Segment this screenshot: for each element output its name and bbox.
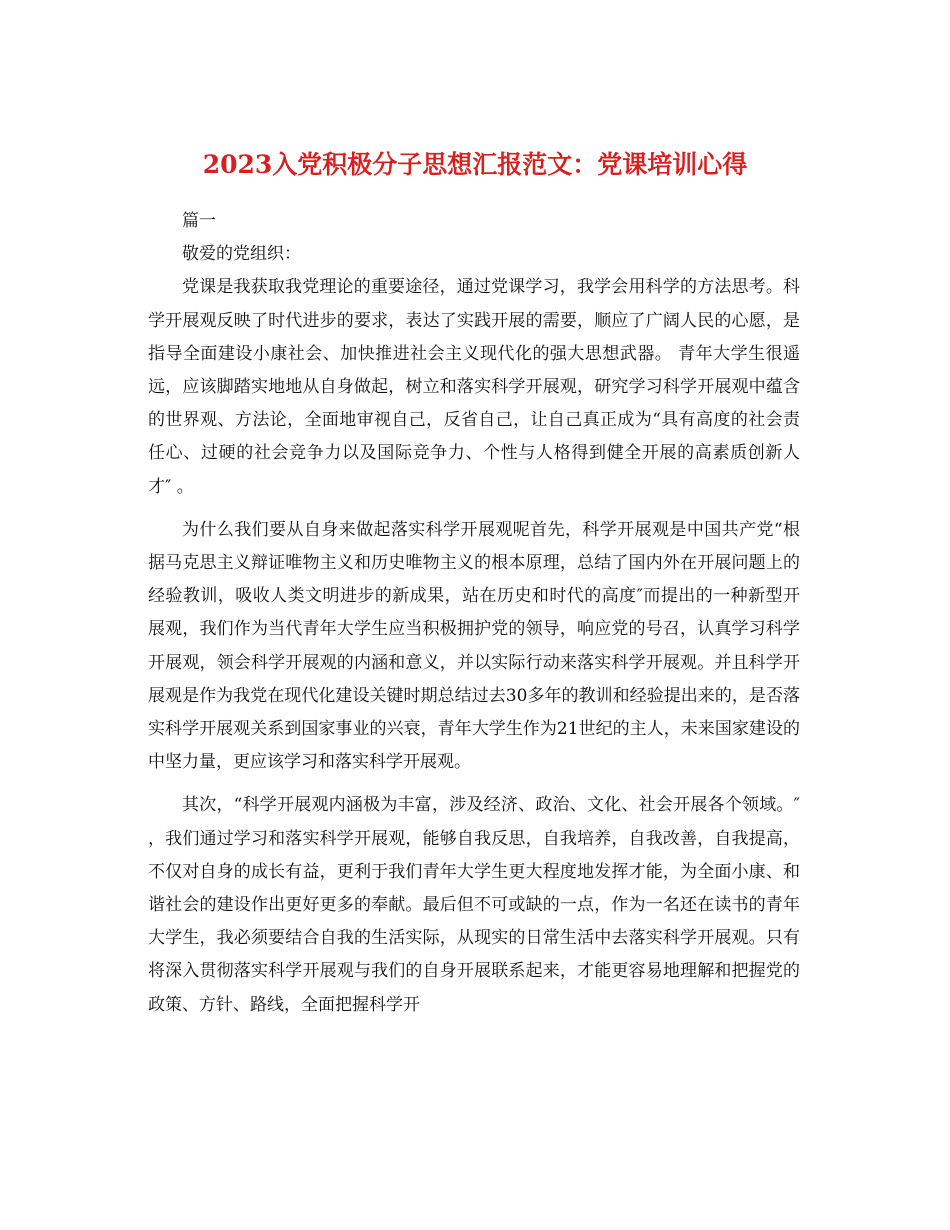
document-body [148, 205, 800, 1022]
paragraph-1: 党课是我获取我党理论的重要途径，通过党课学习，我学会用科学的方法思考。科学开展观反映了时代进步的要求，表达了实践开展的需要，顺应了广阔人民的心愿，是指导全面建设小康社会、加快推进社会主义现代化的强大思想武器。 青年大学生很遥远，应该脚踏实地地从自身做起，树立和落实科学开展观，研究学习科学开展观中蕴含的世界观、方法论，全面地审视自己，反省自己，让自己真正成为“具有高度的社会责任心、过硬的社会竞争力以及国际竞争力、个性与人格得到健全开展的高素质创新人才″ 。 [148, 277, 800, 497]
salutation: 敬爱的党组织： [182, 244, 301, 265]
paragraph-3: 其次，“科学开展观内涵极为丰富，涉及经济、政治、文化、社会开展各个领域。″ ，我们通过学习和落实科学开展观，能够自我反思，自我培养，自我改善，自我提高，不仅对自身的成长有益，更利于我们青年大学生更大程度地发挥才能，为全面小康、和谐社会的建设作出更好更多的奉献。最后但不可或缺的一点，作为一名还在读书的青年大学生，我必须要结合自我的生活实际，从现实的日常生活中去落实科学开展观。只有将深入贯彻落实科学开展观与我们的自身开展联系起来，才能更容易地理解和把握党的政策、方针、路线，全面把握科学开 [148, 795, 800, 1015]
paragraph-2: 为什么我们要从自身来做起落实科学开展观呢首先，科学开展观是中国共产党“根据马克思主义辩证唯物主义和历史唯物主义的根本原理，总结了国内外在开展问题上的经验教训，吸收人类文明进步的新成果，站在历史和时代的高度″而提出的一种新型开展观，我们作为当代青年大学生应当积极拥护党的领导，响应党的号召，认真学习科学开展观，领会科学开展观的内涵和意义，并以实际行动来落实科学开展观。并且科学开展观是作为我党在现代化建设关键时期总结过去30多年的教训和经验提出来的，是否落实科学开展观关系到国家事业的兴衰，青年大学生作为21世纪的主人，未来国家建设的中坚力量，更应该学习和落实科学开展观。 [148, 519, 800, 773]
section-heading: 篇一 [182, 211, 216, 231]
page-title: 2023入党积极分子思想汇报范文：党课培训心得 [202, 149, 748, 179]
